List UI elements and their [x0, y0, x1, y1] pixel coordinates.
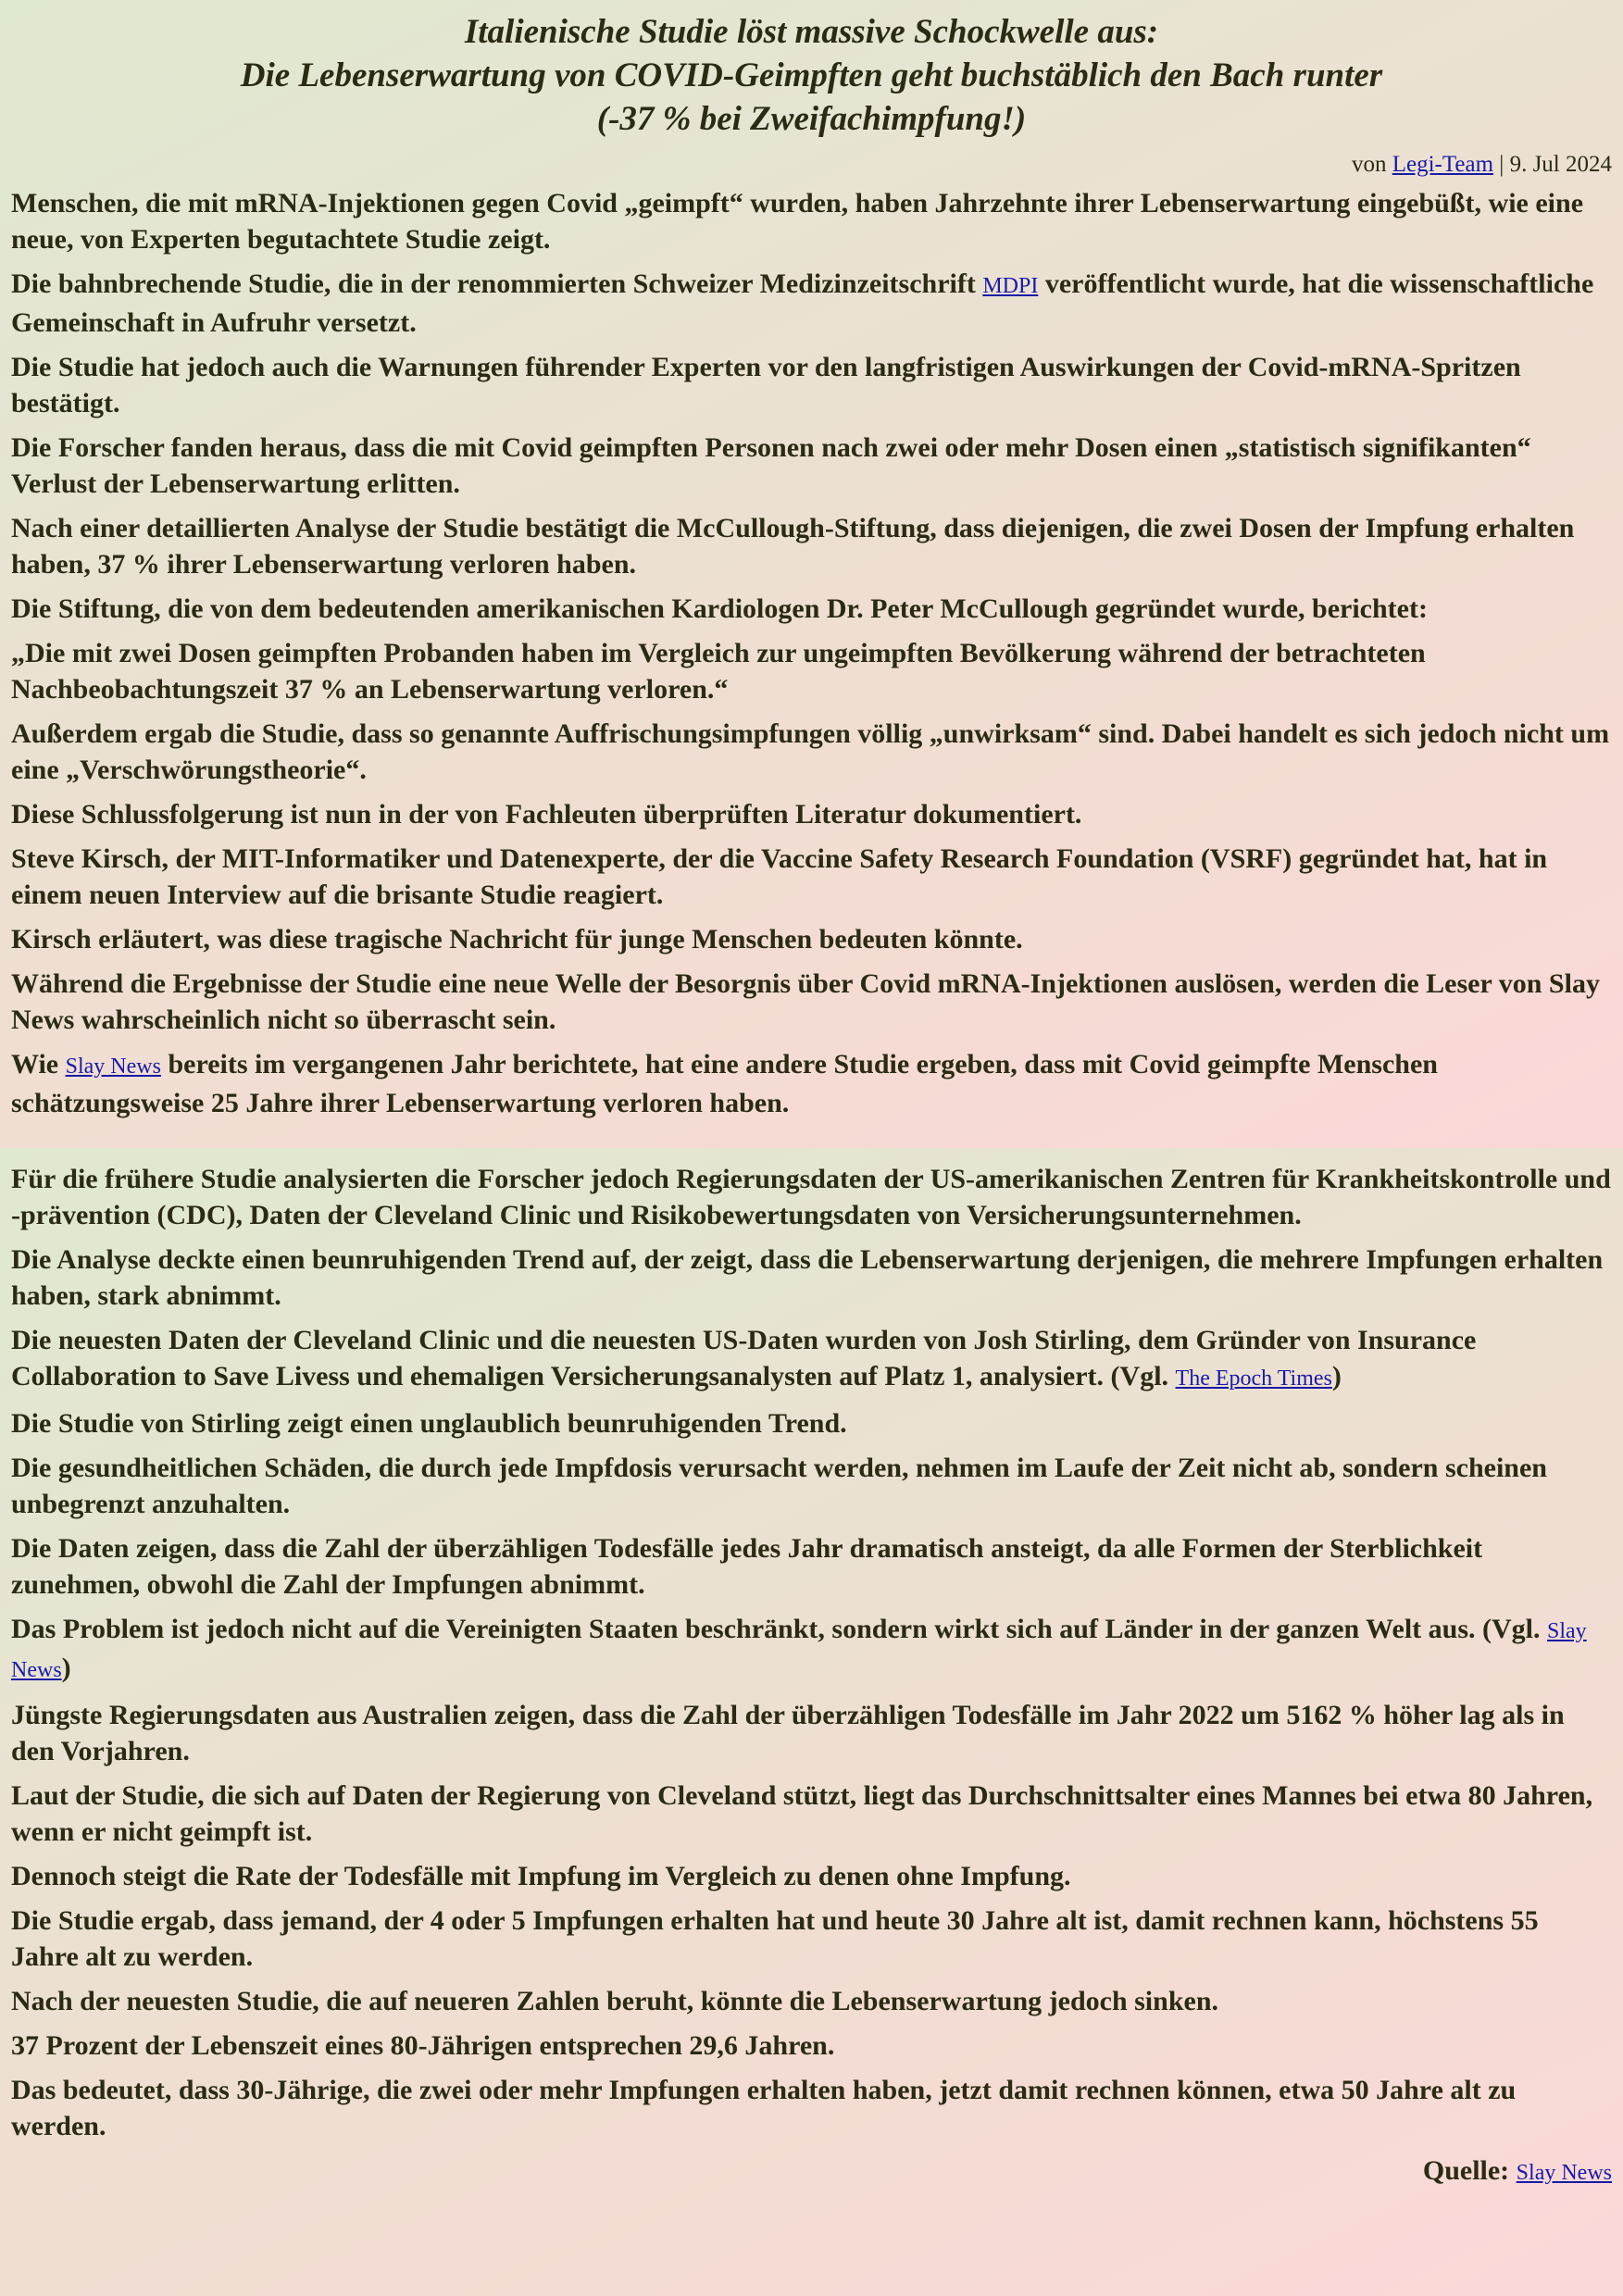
paragraph-9: Diese Schlussfolgerung ist nun in der von Fachleuten überprüften Literatur dokumentiert.: [11, 799, 1082, 830]
article-title: [11, 0, 1612, 141]
paragraph-18: Die gesundheitlichen Schäden, die durch jede Impfdosis verursacht werden, nehmen im Laufe der Zeit nicht ab, sondern scheinen unbegrenzt anzuhalten.: [11, 1453, 1547, 1519]
paragraph-17: Die Studie von Stirling zeigt einen unglaublich beunruhigenden Trend.: [11, 1408, 847, 1439]
paragraph-15: Die Analyse deckte einen beunruhigenden Trend auf, der zeigt, dass die Lebenserwartung derjenigen, die mehrere Impfungen erhalten haben, stark abnimmt.: [11, 1244, 1604, 1311]
byline: [11, 151, 1612, 179]
paragraph-24: Die Studie ergab, dass jemand, der 4 oder 5 Impfungen erhalten hat und heute 30 Jahre alt ist, damit rechnen kann, höchstens 55 Jahre alt zu werden.: [11, 1905, 1539, 1972]
publish-date: 9. Jul 2024: [1509, 152, 1612, 177]
paragraph-8: Außerdem ergab die Studie, dass so genannte Auffrischungsimpfungen völlig „unwirksam“ sind. Dabei handelt es sich jedoch nicht um eine „Verschwörungstheorie“.: [11, 718, 1610, 785]
paragraph-22: Laut der Studie, die sich auf Daten der Regierung von Cleveland stützt, liegt das Durchschnittsalter eines Mannes bei etwa 80 Jahren, wenn er nicht geimpft ist.: [11, 1780, 1593, 1847]
title-line-2: Die Lebenserwartung von COVID-Geimpften geht buchstäblich den Bach runter: [240, 56, 1383, 94]
epoch-times-link[interactable]: The Epoch Times: [1175, 1366, 1332, 1391]
paragraph-10: Steve Kirsch, der MIT-Informatiker und Datenexperte, der die Vaccine Safety Research Foundation (VSRF) gegründet hat, hat in einem neuen Interview auf die brisante Studie reagiert.: [11, 843, 1548, 910]
paragraph-20-text-b: ): [61, 1653, 71, 1683]
paragraph-20: [11, 1611, 1612, 1689]
source-line: [11, 2152, 1612, 2191]
paragraph-11: Kirsch erläutert, was diese tragische Nachricht für junge Menschen bedeuten könnte.: [11, 924, 1023, 955]
paragraph-2-text-b: veröffentlicht wurde, hat die wissenschaftliche Gemeinschaft in Aufruhr versetzt.: [11, 268, 1594, 338]
paragraph-25: Nach der neuesten Studie, die auf neueren Zahlen beruht, könnte die Lebenserwartung jedoch sinken.: [11, 1986, 1219, 2016]
paragraph-16: [11, 1322, 1612, 1397]
source-link[interactable]: Slay News: [1516, 2161, 1612, 2185]
slay-news-link-2[interactable]: Slay News: [11, 1619, 1587, 1682]
paragraph-2: [11, 266, 1612, 341]
mdpi-link[interactable]: MDPI: [982, 274, 1039, 298]
paragraph-4: Die Forscher fanden heraus, dass die mit Covid geimpften Personen nach zwei oder mehr Dosen einen „statistisch signifikanten“ Verlust der Lebenserwartung erlitten.: [11, 432, 1531, 499]
paragraph-21: Jüngste Regierungsdaten aus Australien zeigen, dass die Zahl der überzähligen Todesfälle im Jahr 2022 um 5162 % höher lag als in den Vorjahren.: [11, 1700, 1565, 1766]
paragraph-20-text-a: Das Problem ist jedoch nicht auf die Vereinigten Staaten beschränkt, sondern wirkt sich auf Länder in der ganzen Welt aus. (Vgl.: [11, 1614, 1541, 1644]
paragraph-1: Menschen, die mit mRNA-Injektionen gegen Covid „geimpft“ wurden, haben Jahrzehnte ihrer Lebenserwartung eingebüßt, wie eine neue, von Experten begutachtete Studie zeigt.: [11, 188, 1584, 255]
page-band-2: [0, 1148, 1623, 2296]
paragraph-2-text-a: Die bahnbrechende Studie, die in der renommierten Schweizer Medizinzeitschrift: [11, 268, 976, 299]
paragraph-27: Das bedeutet, dass 30-Jährige, die zwei oder mehr Impfungen erhalten haben, jetzt damit rechnen können, etwa 50 Jahre alt zu werden.: [11, 2075, 1517, 2141]
paragraph-13-text-a: Wie: [11, 1049, 59, 1079]
paragraph-3: Die Studie hat jedoch auch die Warnungen führender Experten vor den langfristigen Auswirkungen der Covid-mRNA-Spritzen bestätigt.: [11, 352, 1521, 418]
paragraph-19: Die Daten zeigen, dass die Zahl der überzähligen Todesfälle jedes Jahr dramatisch ansteigt, da alle Formen der Sterblichkeit zunehmen, obwohl die Zahl der Impfungen abnimmt.: [11, 1533, 1483, 1600]
byline-separator: |: [1499, 152, 1504, 177]
paragraph-13-text-b: bereits im vergangenen Jahr berichtete, hat eine andere Studie ergeben, dass mit Covid geimpfte Menschen schätzungsweise 25 Jahre ihrer Lebenserwartung verloren haben.: [11, 1049, 1438, 1118]
paragraph-6: Die Stiftung, die von dem bedeutenden amerikanischen Kardiologen Dr. Peter McCullough gegründet wurde, berichtet:: [11, 593, 1428, 624]
paragraph-16-text-a: Die neuesten Daten der Cleveland Clinic und die neuesten US-Daten wurden von Josh Stirling, dem Gründer von Insurance Collaboration to Save Livess und ehemaligen Versicherungsanalysten auf Platz 1, analysiert. (Vgl.: [11, 1325, 1477, 1391]
paragraph-14: Für die frühere Studie analysierten die Forscher jedoch Regierungsdaten der US-amerikanischen Zentren für Krankheitskontrolle und -prävention (CDC), Daten der Cleveland Clinic und Risikobewertungsdaten von Versicherungsunternehmen.: [11, 1164, 1611, 1230]
title-line-1: Italienische Studie löst massive Schockwelle aus:: [464, 13, 1159, 51]
paragraph-23: Dennoch steigt die Rate der Todesfälle mit Impfung im Vergleich zu denen ohne Impfung.: [11, 1861, 1071, 1891]
author-link[interactable]: Legi-Team: [1392, 152, 1494, 177]
paragraph-26: 37 Prozent der Lebenszeit eines 80-Jährigen entsprechen 29,6 Jahren.: [11, 2030, 835, 2061]
paragraph-7-quote: „Die mit zwei Dosen geimpften Probanden haben im Vergleich zur ungeimpften Bevölkerung während der betrachteten Nachbeobachtungszeit 37 % an Lebenserwartung verloren.“: [11, 638, 1426, 705]
paragraph-13: [11, 1046, 1612, 1121]
slay-news-link-1[interactable]: Slay News: [65, 1054, 161, 1079]
title-line-3: (-37 % bei Zweifachimpfung!): [596, 100, 1027, 138]
source-label: Quelle:: [1422, 2155, 1510, 2186]
paragraph-12: Während die Ergebnisse der Studie eine neue Welle der Besorgnis über Covid mRNA-Injektionen auslösen, werden die Leser von Slay News wahrscheinlich nicht so überrascht sein.: [11, 968, 1600, 1035]
paragraph-16-text-b: ): [1331, 1361, 1342, 1391]
byline-prefix: von: [1351, 152, 1387, 177]
paragraph-5: Nach einer detaillierten Analyse der Studie bestätigt die McCullough-Stiftung, dass diejenigen, die zwei Dosen der Impfung erhalten haben, 37 % ihrer Lebenserwartung verloren haben.: [11, 513, 1575, 580]
